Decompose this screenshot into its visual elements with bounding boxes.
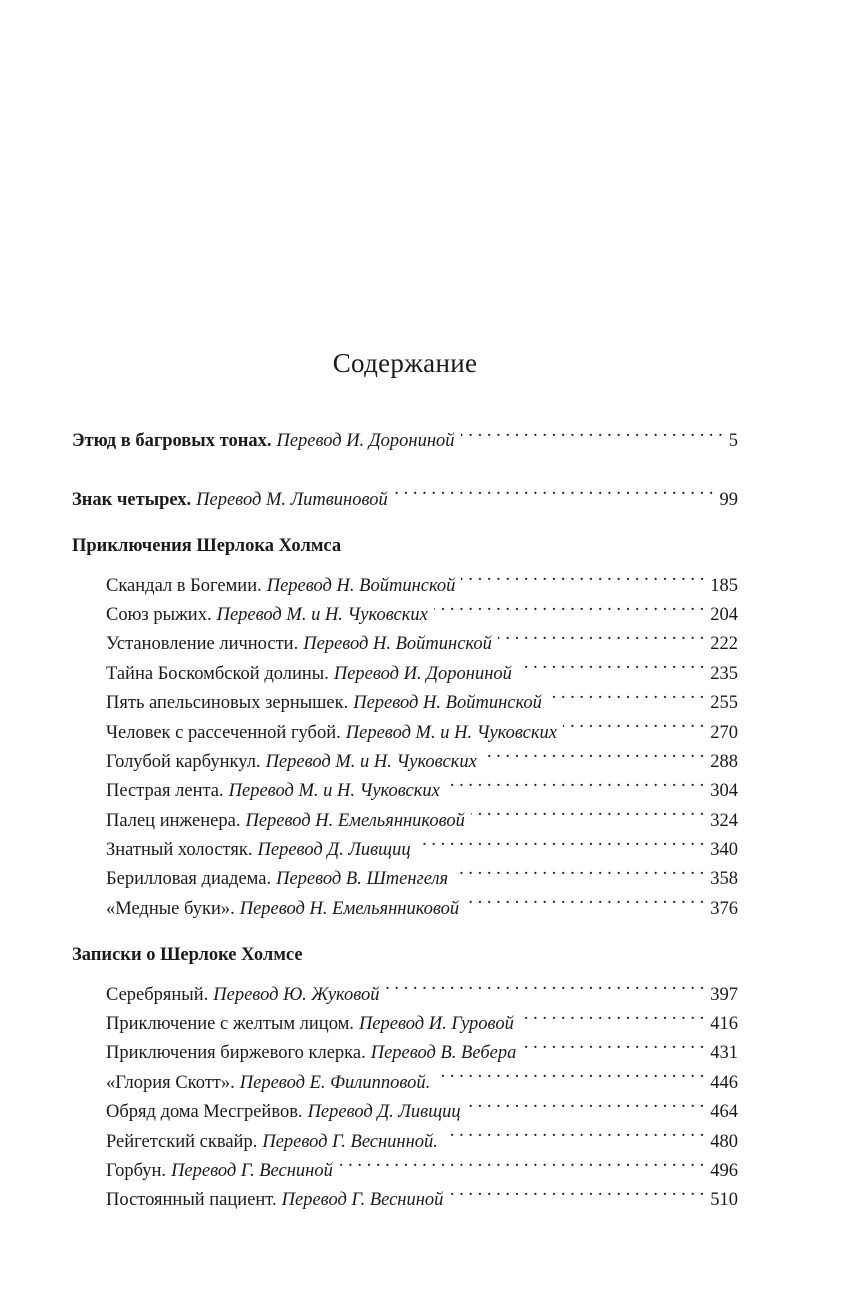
entry-page-number: 464 [710,1102,738,1123]
entry-translator: Перевод Н. Войтинской [266,575,456,596]
entry-title: Приключение с желтым лицом. [106,1014,354,1035]
entry-title: Обряд дома Месгрейвов. [106,1102,303,1123]
entry-translator: Перевод М. и Н. Чуковских [216,604,428,625]
entry-page-number: 510 [710,1190,738,1211]
entry-translator: Перевод Г. Весниной [281,1190,444,1211]
entry-translator: Перевод И. Дорониной [276,431,455,452]
entry-title: Этюд в багровых тонах. [72,431,272,452]
dot-leader [444,1117,704,1146]
dot-leader [454,855,704,884]
entry-translator: Перевод И. Дорониной [333,663,512,684]
entry-page-number: 416 [710,1014,738,1035]
entry-page-number: 496 [710,1160,738,1181]
dot-leader [483,738,704,767]
dot-leader [518,649,704,678]
entry-translator: Перевод Е. Филипповой. [239,1072,431,1093]
entry-title: Пестрая лента. [106,781,224,802]
dot-leader [522,1029,704,1058]
entry-translator: Перевод Н. Емельянниковой [239,898,460,919]
dot-leader [434,591,704,620]
dot-leader [461,561,704,590]
entry-title: Скандал в Богемии. [106,575,262,596]
dot-leader [563,708,704,737]
entry-page-number: 5 [728,431,738,452]
entry-title: Пять апельсиновых зернышек. [106,693,349,714]
entry-translator: Перевод Г. Весниной [171,1160,333,1181]
dot-leader [461,417,723,446]
dot-leader [339,1147,704,1176]
section-entries [72,561,738,919]
section-heading: Приключения Шерлока Холмса [72,535,342,556]
entry-translator: Перевод В. Штенгеля [276,869,449,890]
entry-title: Постоянный пациент. [106,1190,277,1211]
dot-leader [520,1000,704,1029]
dot-leader [446,767,704,796]
section-heading: Записки о Шерлоке Холмсе [72,944,303,965]
dot-leader [449,1176,704,1205]
entry-page-number: 99 [719,489,738,510]
dot-leader [467,1088,705,1117]
dot-leader [548,679,704,708]
entry-page-number: 397 [710,984,738,1005]
entry-translator: Перевод Н. Емельянниковой [245,810,465,831]
entry-title: «Медные буки». [106,898,235,919]
dot-leader [394,475,714,504]
section-entries [72,970,738,1211]
entry-translator: Перевод М. Литвиновой [196,489,388,510]
entry-title: Голубой карбункул. [106,751,261,772]
entry-page-number: 431 [710,1043,738,1064]
entry-translator: Перевод М. и Н. Чуковских [345,722,557,743]
entry-title: «Глория Скотт». [106,1072,235,1093]
dot-leader [465,884,704,913]
entry-page-number: 270 [710,722,738,743]
entry-translator: Перевод Н. Войтинской [353,693,542,714]
entry-title: Горбун. [106,1160,167,1181]
entry-translator: Перевод М. и Н. Чуковских [265,751,477,772]
dot-leader [417,826,705,855]
toc-entry [72,970,738,1005]
entry-title: Человек с рассеченной губой. [106,722,341,743]
dot-leader [436,1058,704,1087]
entry-translator: Перевод Н. Войтинской [303,634,492,655]
entry-translator: Перевод Д. Ливщиц [257,840,411,861]
entry-page-number: 185 [710,575,738,596]
entry-title: Приключения биржевого клерка. [106,1043,366,1064]
dot-leader [471,796,704,825]
entry-title: Берилловая диадема. [106,869,272,890]
entry-title: Знак четырех. [72,489,192,510]
toc-entry [72,561,738,596]
entry-page-number: 235 [710,663,738,684]
entry-page-number: 340 [710,840,738,861]
entry-page-number: 446 [710,1072,738,1093]
entry-title: Рейгетский сквайр. [106,1131,258,1152]
entry-page-number: 480 [710,1131,738,1152]
toc-entry [72,417,738,452]
entry-title: Знатный холостяк. [106,840,253,861]
dot-leader [498,620,704,649]
entry-title: Установление личности. [106,634,299,655]
entry-translator: Перевод М. и Н. Чуковских [228,781,440,802]
entry-page-number: 376 [710,898,738,919]
entry-translator: Перевод В. Вебера [370,1043,517,1064]
entry-page-number: 222 [710,634,738,655]
toc-entry [72,475,738,510]
page-title: Содержание [332,348,478,379]
entry-title: Палец инженера. [106,810,241,831]
dot-leader [386,970,705,999]
entry-page-number: 204 [710,604,738,625]
entry-page-number: 288 [710,751,738,772]
entry-title: Серебряный. [106,984,209,1005]
entry-page-number: 255 [710,693,738,714]
entry-translator: Перевод Ю. Жуковой [213,984,380,1005]
entry-translator: Перевод Г. Веснинной. [262,1131,438,1152]
entry-translator: Перевод Д. Ливщиц [307,1102,461,1123]
table-of-contents [72,417,738,1211]
entry-title: Тайна Боскомбской долины. [106,663,329,684]
entry-page-number: 304 [710,781,738,802]
entry-translator: Перевод И. Гуровой [358,1014,514,1035]
entry-page-number: 324 [710,810,738,831]
entry-page-number: 358 [710,869,738,890]
entry-title: Союз рыжих. [106,604,212,625]
